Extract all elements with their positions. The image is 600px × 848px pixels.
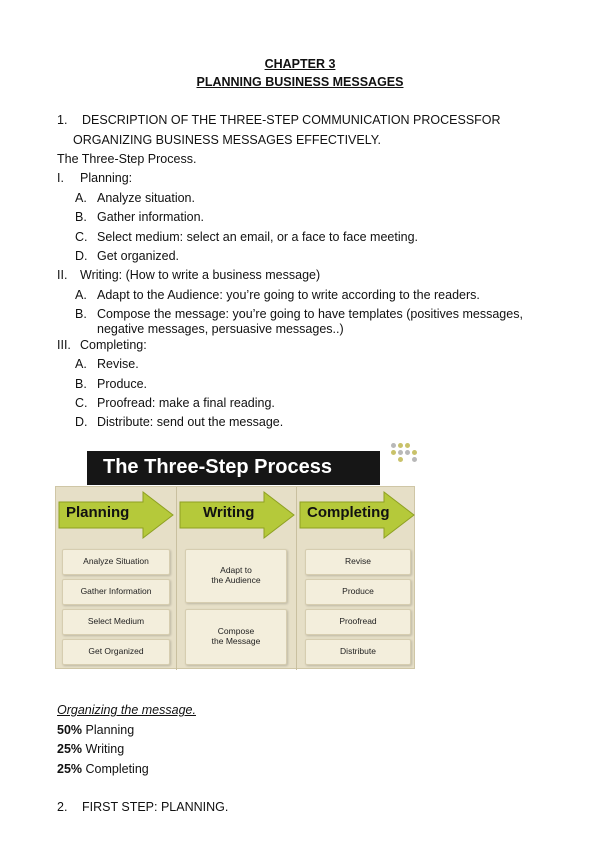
outline-letter: D.: [75, 415, 88, 429]
outline-heading-writing: Writing: (How to write a business message): [80, 268, 321, 282]
outline-item: Get organized.: [97, 249, 179, 263]
outline-letter: A.: [75, 288, 87, 302]
completing-column: [296, 487, 417, 670]
organizing-percent: 25%: [57, 742, 83, 756]
writing-box: Adapt to the Audience: [185, 549, 287, 603]
writing-box: Compose the Message: [185, 609, 287, 665]
completing-box: Proofread: [305, 609, 411, 635]
planning-box: Gather Information: [62, 579, 170, 605]
section-2-heading: FIRST STEP: PLANNING.: [82, 800, 229, 814]
section-2-number: 2.: [57, 800, 68, 814]
outline-numeral-2: II.: [57, 268, 68, 282]
outline-letter: B.: [75, 307, 87, 321]
outline-letter: C.: [75, 396, 88, 410]
outline-item: Proofread: make a final reading.: [97, 396, 275, 410]
writing-step-label: Writing: [203, 504, 255, 521]
outline-letter: A.: [75, 191, 87, 205]
planning-column: [56, 487, 176, 670]
outline-letter: D.: [75, 249, 88, 263]
chapter-heading: CHAPTER 3: [264, 57, 336, 71]
organizing-heading: Organizing the message.: [57, 703, 196, 717]
planning-box: Select Medium: [62, 609, 170, 635]
outline-item: Compose the message: you’re going to have templates (positives messages,: [97, 307, 523, 321]
writing-column: [176, 487, 297, 670]
organizing-line: [57, 762, 149, 776]
organizing-line: [57, 742, 124, 756]
organizing-percent: 50%: [57, 723, 83, 737]
outline-item: Select medium: select an email, or a face to face meeting.: [97, 230, 418, 244]
outline-item-continued: negative messages, persuasive messages..): [97, 322, 344, 336]
planning-box: Get Organized: [62, 639, 170, 665]
organizing-percent: 25%: [57, 762, 83, 776]
three-step-process-diagram: [55, 443, 415, 669]
organizing-label: Completing: [85, 762, 149, 776]
planning-step-label: Planning: [66, 504, 130, 521]
page-title: PLANNING BUSINESS MESSAGES: [196, 75, 404, 89]
outline-heading-planning: Planning:: [80, 171, 133, 185]
outline-numeral-1: I.: [57, 171, 64, 185]
diagram-banner-title: The Three-Step Process: [103, 456, 332, 478]
completing-box: Produce: [305, 579, 411, 605]
completing-box: Revise: [305, 549, 411, 575]
organizing-line: [57, 723, 134, 737]
intro-text: The Three-Step Process.: [57, 152, 197, 166]
diagram-board: [55, 486, 415, 669]
outline-numeral-3: III.: [57, 338, 71, 352]
outline-letter: C.: [75, 230, 88, 244]
section-1-number: 1.: [57, 113, 68, 127]
organizing-label: Writing: [85, 742, 125, 756]
section-1-line-2: ORGANIZING BUSINESS MESSAGES EFFECTIVELY.: [73, 133, 381, 147]
outline-item: Distribute: send out the message.: [97, 415, 284, 429]
completing-box: Distribute: [305, 639, 411, 665]
decorative-dots: [391, 443, 419, 465]
outline-item: Revise.: [97, 357, 139, 371]
section-1-line-1: DESCRIPTION OF THE THREE-STEP COMMUNICATION PROCESSFOR: [82, 113, 501, 127]
outline-item: Gather information.: [97, 210, 204, 224]
planning-box: Analyze Situation: [62, 549, 170, 575]
outline-letter: B.: [75, 210, 87, 224]
outline-item: Analyze situation.: [97, 191, 195, 205]
organizing-label: Planning: [85, 723, 135, 737]
outline-heading-completing: Completing:: [80, 338, 147, 352]
outline-letter: B.: [75, 377, 87, 391]
outline-item: Adapt to the Audience: you’re going to write according to the readers.: [97, 288, 480, 302]
completing-step-label: Completing: [307, 504, 390, 521]
outline-item: Produce.: [97, 377, 148, 391]
outline-letter: A.: [75, 357, 87, 371]
